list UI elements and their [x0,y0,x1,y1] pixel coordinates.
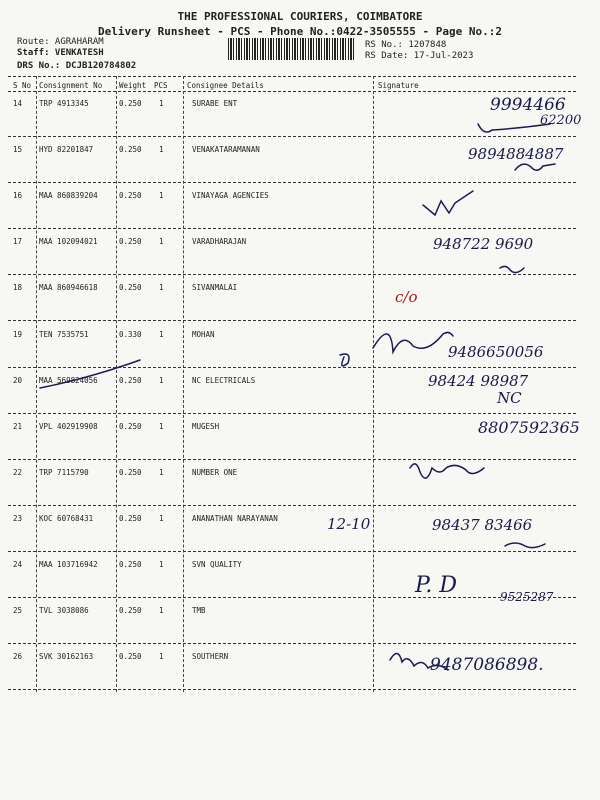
handwritten-phone: 9486650056 [448,343,544,361]
route-label: Route: AGRAHARAM [17,37,104,47]
row-pieces: 1 [159,652,164,662]
handwritten-phone: 9487086898. [430,655,544,675]
row-consignee-name: NUMBER ONE [192,467,238,477]
row-serial-number: 19 [13,329,23,339]
handwritten-phone: 948722 9690 [433,235,534,253]
row-consignment-number: KOC 60768431 [39,513,94,523]
handwritten-phone: 98424 98987 [428,372,529,390]
row-weight: 0.250 [119,375,142,385]
row-pieces: 1 [159,513,164,523]
row-pieces: 1 [159,145,164,155]
row-consignment-number: MAA 103716942 [39,560,98,569]
row-consignee-name: VENAKATARAMANAN [192,145,260,155]
row-weight: 0.250 [119,99,142,108]
row-consignment-number: MAA 102094021 [39,237,98,247]
row-consignment-number: MAA 860839204 [39,191,98,201]
row-consignment-number: MAA 860946618 [39,283,98,293]
row-consignment-number: TRP 7115790 [39,467,89,477]
row-pieces: 1 [159,329,164,339]
handwritten-phone: 9994466 [490,95,566,115]
column-header-consignee: Consignee Details [187,81,264,90]
row-pieces: 1 [159,237,164,247]
row-weight: 0.250 [119,513,142,523]
row-serial-number: 14 [13,99,23,108]
column-header-consignment: Consignment No [39,81,103,90]
row-consignee-name: NC ELECTRICALS [192,375,256,385]
row-pieces: 1 [159,191,164,201]
row-consignee-name: MUGESH [192,421,220,431]
column-header-weight: Weight [119,81,147,90]
staff-label: Staff: VENKATESH [17,48,104,58]
row-consignee-name: ANANATHAN NARAYANAN [192,513,278,523]
column-header-signature: Signature [378,81,419,90]
handwritten-phone: 9525287 [500,590,554,604]
runsheet-subtitle: Delivery Runsheet - PCS - Phone No.:0422-3505555 - Page No.:2 [98,25,502,38]
row-weight: 0.250 [119,606,142,616]
handwritten-signature: P. D [415,573,457,598]
row-consignee-name: SURABE ENT [192,99,238,108]
rs-date: RS Date: 17-Jul-2023 [365,51,474,61]
row-consignee-name: SVN QUALITY [192,560,242,569]
row-consignment-number: MAA 569824056 [39,375,98,385]
row-serial-number: 25 [13,606,23,616]
row-serial-number: 16 [13,191,23,201]
row-weight: 0.250 [119,560,142,569]
row-serial-number: 24 [13,560,23,569]
drs-number: DRS No.: DCJB120784802 [17,61,137,71]
row-pieces: 1 [159,606,164,616]
row-weight: 0.330 [119,329,142,339]
row-consignee-name: VINAYAGA AGENCIES [192,191,269,201]
handwritten-phone: 8807592365 [478,418,580,437]
row-weight: 0.250 [119,191,142,201]
row-weight: 0.250 [119,145,142,155]
company-title: THE PROFESSIONAL COURIERS, COIMBATORE [177,10,423,23]
row-consignee-name: SIVANMALAI [192,283,238,293]
row-consignee-name: SOUTHERN [192,652,229,662]
row-weight: 0.250 [119,421,142,431]
row-consignee-name: TMB [192,606,206,616]
row-weight: 0.250 [119,237,142,247]
row-serial-number: 22 [13,467,23,477]
row-consignee-name: VARADHARAJAN [192,237,247,247]
row-consignment-number: VPL 402919908 [39,421,98,431]
row-pieces: 1 [159,375,164,385]
row-consignment-number: SVK 30162163 [39,652,94,662]
rs-number: RS No.: 1207848 [365,40,447,50]
row-serial-number: 26 [13,652,23,662]
row-consignment-number: HYD 82201847 [39,145,94,155]
row-consignment-number: TRP 4913345 [39,99,89,108]
handwritten-phone: 9894884887 [468,145,564,163]
column-header-pcs: PCS [154,81,168,90]
row-serial-number: 21 [13,421,23,431]
handwritten-signature: NC [497,389,522,407]
handwritten-phone: 98437 83466 [432,516,533,534]
row-serial-number: 18 [13,283,23,293]
row-weight: 0.250 [119,652,142,662]
handwritten-note: 62200 [540,113,582,128]
row-weight: 0.250 [119,283,142,293]
row-consignment-number: TEN 7535751 [39,329,89,339]
row-consignment-number: TVL 3038086 [39,606,89,616]
row-serial-number: 17 [13,237,23,247]
column-header-sno: S No [13,81,32,90]
handwritten-note: c/o [395,288,418,306]
handwritten-time: 12-10 [327,515,371,533]
row-serial-number: 15 [13,145,23,155]
row-pieces: 1 [159,283,164,293]
row-serial-number: 20 [13,375,23,385]
row-consignee-name: MOHAN [192,329,215,339]
row-pieces: 1 [159,560,164,569]
row-weight: 0.250 [119,467,142,477]
row-serial-number: 23 [13,513,23,523]
row-pieces: 1 [159,467,164,477]
row-pieces: 1 [159,421,164,431]
row-pieces: 1 [159,99,164,108]
